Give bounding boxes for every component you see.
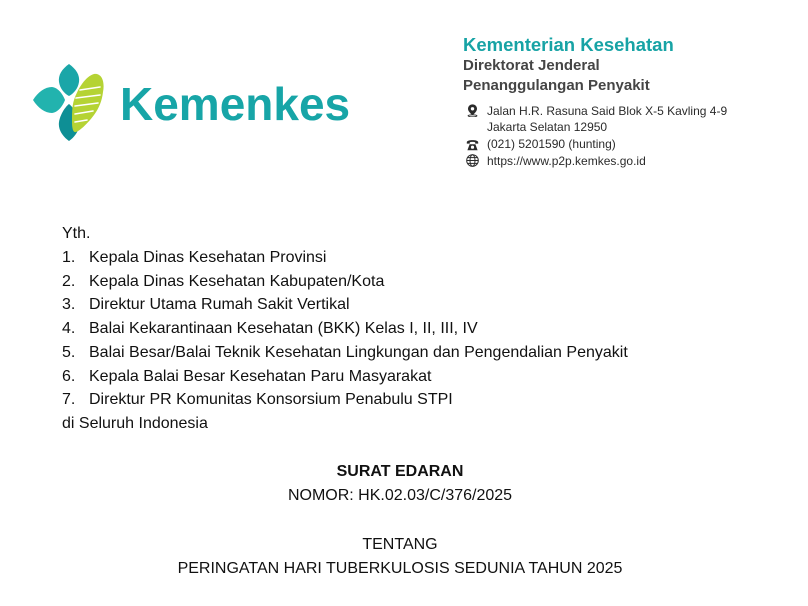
document-subject-block bbox=[62, 533, 738, 581]
document-title-block bbox=[62, 460, 738, 508]
recipient-item bbox=[62, 388, 738, 412]
recipient-item bbox=[62, 293, 738, 317]
recipient-number: 3. bbox=[62, 296, 76, 314]
contact-icon-spacer bbox=[466, 119, 487, 136]
document-title: SURAT EDARAN bbox=[336, 463, 464, 480]
recipient-item bbox=[62, 246, 738, 270]
recipient-item bbox=[62, 317, 738, 341]
recipient-text: Direktur Utama Rumah Sakit Vertikal bbox=[89, 296, 350, 314]
salutation: Yth. bbox=[62, 225, 91, 242]
document-number: NOMOR: HK.02.03/C/376/2025 bbox=[287, 487, 513, 504]
address-line-1: Jalan H.R. Rasuna Said Blok X-5 Kavling 4-9 bbox=[487, 103, 728, 118]
recipient-number: 4. bbox=[62, 320, 76, 337]
address-line-2: Jakarta Selatan 12950 bbox=[487, 120, 608, 135]
location-pin-icon bbox=[466, 103, 487, 120]
logo-top-petal bbox=[59, 64, 79, 96]
recipient-text: Kepala Dinas Kesehatan Kabupaten/Kota bbox=[89, 272, 385, 290]
recipient-text: Direktur PR Komunitas Konsorsium Penabulu STPI bbox=[89, 391, 453, 409]
globe-icon bbox=[466, 153, 487, 170]
addressee-block bbox=[62, 222, 738, 436]
recipient-text: Kepala Balai Besar Kesehatan Paru Masyarakat bbox=[89, 367, 432, 385]
recipient-item bbox=[62, 365, 738, 389]
closing-recipient: di Seluruh Indonesia bbox=[62, 415, 208, 432]
recipient-number: 2. bbox=[62, 272, 76, 290]
directorate-line-1: Direktorat Jenderal bbox=[463, 57, 600, 74]
contact-block bbox=[466, 103, 727, 170]
ministry-name: Kementerian Kesehatan bbox=[463, 34, 674, 55]
about-label: TENTANG bbox=[362, 536, 438, 553]
recipient-number: 1. bbox=[62, 248, 76, 266]
logo-left-petal bbox=[33, 87, 65, 113]
address-row-2 bbox=[466, 119, 727, 136]
website-row bbox=[466, 153, 727, 170]
recipient-item bbox=[62, 270, 738, 294]
kemenkes-wordmark: Kemenkes bbox=[120, 78, 351, 130]
website-url: https://www.p2p.kemkes.go.id bbox=[487, 153, 646, 168]
recipient-text: Kepala Dinas Kesehatan Provinsi bbox=[89, 248, 327, 266]
recipient-item bbox=[62, 341, 738, 365]
recipient-number: 5. bbox=[62, 343, 76, 361]
phone-number: (021) 5201590 (hunting) bbox=[487, 136, 616, 151]
phone-row bbox=[466, 136, 727, 153]
directorate-name bbox=[463, 56, 650, 96]
recipient-number: 7. bbox=[62, 391, 76, 409]
directorate-line-2: Penanggulangan Penyakit bbox=[463, 77, 650, 94]
address-row bbox=[466, 103, 727, 120]
kemenkes-logo-symbol bbox=[30, 60, 110, 145]
recipient-text: Balai Besar/Balai Teknik Kesehatan Lingkungan dan Pengendalian Penyakit bbox=[89, 343, 628, 361]
telephone-icon bbox=[466, 136, 487, 153]
document-subject: PERINGATAN HARI TUBERKULOSIS SEDUNIA TAHUN 2025 bbox=[177, 560, 623, 577]
recipient-number: 6. bbox=[62, 367, 76, 385]
recipient-text: Balai Kekarantinaan Kesehatan (BKK) Kelas I, II, III, IV bbox=[89, 320, 478, 337]
